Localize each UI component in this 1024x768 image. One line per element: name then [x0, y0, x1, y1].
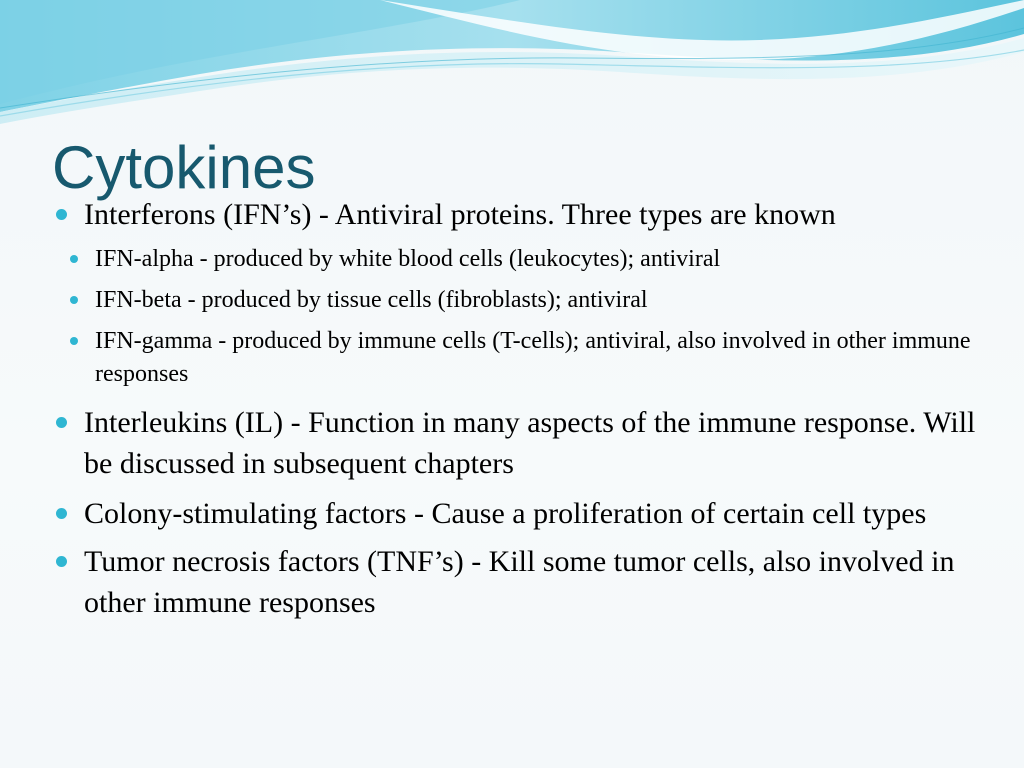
- bullet-text: Tumor necrosis factors (TNF’s) - Kill some tumor cells, also involved in other immune responses: [84, 545, 955, 619]
- bullet-interleukins: [54, 402, 984, 484]
- bullet-colony-stimulating-factors: [54, 493, 984, 534]
- bullet-text: Interferons (IFN’s) - Antiviral proteins. Three types are known: [84, 198, 836, 231]
- bullet-interferons: [54, 194, 984, 235]
- slide-title: Cytokines: [52, 134, 316, 201]
- bullet-tumor-necrosis-factors: [54, 541, 984, 623]
- sub-bullet-ifn-alpha: [84, 243, 984, 276]
- bullet-text: Colony-stimulating factors - Cause a proliferation of certain cell types: [84, 497, 927, 530]
- sub-bullet-text: IFN-gamma - produced by immune cells (T-cells); antiviral, also involved in other immune responses: [95, 328, 971, 387]
- sub-bullet-ifn-gamma: [84, 325, 984, 391]
- bullet-list: [54, 194, 984, 623]
- bullet-text: Interleukins (IL) - Function in many aspects of the immune response. Will be discussed in subsequent chapters: [84, 406, 976, 480]
- sub-bullet-text: IFN-beta - produced by tissue cells (fibroblasts); antiviral: [95, 287, 648, 313]
- sub-bullet-ifn-beta: [84, 284, 984, 317]
- sub-bullet-list: [54, 243, 984, 391]
- header-wave-decoration: [0, 0, 1024, 140]
- sub-bullet-text: IFN-alpha - produced by white blood cells (leukocytes); antiviral: [95, 246, 721, 272]
